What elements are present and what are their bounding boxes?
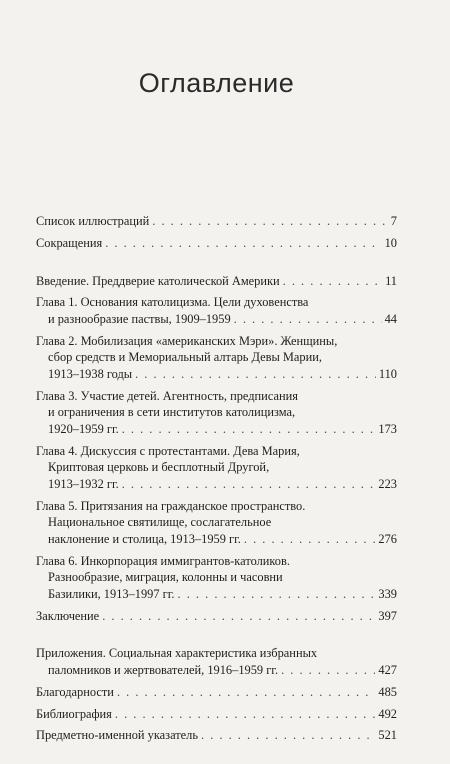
toc-group (36, 213, 397, 251)
toc-entry-text: Предметно-именной указатель (36, 728, 198, 743)
toc-entry-text: Разнообразие, миграция, колонны и часовни (48, 570, 283, 585)
book-page (0, 63, 450, 764)
dot-leader (178, 586, 376, 603)
toc-entry-text: Национальное святилище, сослагательное (48, 515, 272, 530)
toc-entry-text: Глава 2. Мобилизация «американских Мэри». Женщины, (36, 333, 338, 348)
toc-entry-text: паломников и жертвователей, 1916–1959 гг. (48, 662, 279, 677)
toc-entry (36, 645, 397, 678)
toc-page-number: 223 (378, 476, 397, 491)
toc-entry (36, 388, 397, 438)
toc-entry-text: Глава 6. Инкорпорация иммигрантов-католиков. (36, 553, 290, 568)
toc-entry-text: Глава 4. Дискуссия с протестантами. Дева Мария, (36, 443, 300, 458)
dot-leader (244, 531, 376, 548)
toc-entry-text: Библиография (36, 706, 112, 721)
toc-entry (36, 235, 397, 252)
toc-page-number: 44 (384, 311, 397, 326)
toc-entry-text: 1920–1959 гг. (48, 421, 119, 436)
toc-entry-row (36, 706, 397, 723)
toc-page-number: 11 (385, 273, 397, 288)
toc-page-number: 397 (378, 608, 397, 623)
toc-entry-row (36, 311, 397, 328)
dot-leader (152, 213, 388, 230)
toc-entry-text: и разнообразие паствы, 1909–1959 (48, 311, 231, 326)
toc-entry-text: Заключение (36, 608, 100, 623)
toc-page-number: 276 (378, 531, 397, 546)
toc-entry-row (36, 727, 397, 744)
dot-leader (115, 706, 376, 723)
group-spacer (36, 257, 397, 273)
toc-entry-row (36, 235, 397, 252)
toc-group (36, 645, 397, 744)
toc-entry (36, 213, 397, 230)
toc-page-number: 521 (378, 728, 397, 743)
toc-entry-text: Глава 5. Притязания на гражданское пространство. (36, 498, 306, 513)
dot-leader (281, 662, 375, 679)
toc-entry-text: сбор средств и Мемориальный алтарь Девы Марии, (48, 350, 322, 365)
toc-entry (36, 443, 397, 493)
dot-leader (234, 311, 382, 328)
dot-leader (117, 684, 375, 701)
toc-entry (36, 727, 397, 744)
toc-entry-row (36, 213, 397, 230)
toc-entry (36, 294, 397, 327)
page-title: Оглавление (138, 68, 295, 98)
toc-entry (36, 608, 397, 625)
toc-entry-row (36, 476, 397, 493)
toc-page-number: 173 (378, 421, 397, 436)
toc-entry-text: 1913–1932 гг. (48, 476, 119, 491)
toc-entry-row (36, 531, 397, 548)
toc-entry-row (36, 421, 397, 438)
table-of-contents (36, 213, 397, 749)
toc-page-number: 427 (378, 662, 397, 677)
toc-entry (36, 684, 397, 701)
toc-entry (36, 273, 397, 290)
toc-entry-text: Базилики, 1913–1997 гг. (48, 586, 175, 601)
toc-entry-row (36, 608, 397, 625)
toc-page-number: 10 (384, 235, 397, 250)
toc-entry-text: Глава 3. Участие детей. Агентность, предписания (36, 388, 298, 403)
toc-entry-text: Список иллюстраций (36, 214, 150, 228)
dot-leader (122, 421, 376, 438)
toc-page-number: 7 (390, 214, 397, 228)
dot-leader (201, 727, 375, 744)
toc-entry-text: Приложения. Социальная характеристика избранных (36, 646, 318, 661)
group-spacer (36, 629, 397, 645)
dot-leader (122, 476, 376, 493)
toc-entry-text: Благодарности (36, 684, 114, 699)
toc-entry-text: Глава 1. Основания католицизма. Цели духовенства (36, 295, 309, 310)
toc-entry (36, 333, 397, 383)
toc-page-number: 110 (378, 366, 397, 381)
toc-page-number: 339 (378, 586, 397, 601)
toc-entry-row (36, 662, 397, 679)
toc-page-number: 492 (378, 706, 397, 721)
toc-entry (36, 498, 397, 548)
dot-leader (105, 235, 381, 252)
toc-entry-text: 1913–1938 годы (48, 366, 133, 381)
toc-entry-text: Криптовая церковь и бесплотный Другой, (48, 460, 270, 475)
dot-leader (135, 366, 376, 383)
toc-entry-row (36, 684, 397, 701)
toc-entry (36, 553, 397, 603)
toc-entry-text: и ограничения в сети институтов католицизма, (48, 405, 296, 420)
toc-group (36, 273, 397, 625)
toc-entry-row (36, 366, 397, 383)
toc-page-number: 485 (378, 684, 397, 699)
toc-entry-text: Введение. Преддверие католической Америки (36, 273, 280, 288)
toc-entry-text: Сокращения (36, 235, 103, 250)
toc-entry-row (36, 586, 397, 603)
toc-entry-row (36, 273, 397, 290)
toc-entry-text: наклонение и столица, 1913–1959 гг. (48, 531, 241, 546)
dot-leader (283, 273, 382, 290)
toc-entry (36, 706, 397, 723)
dot-leader (102, 608, 375, 625)
